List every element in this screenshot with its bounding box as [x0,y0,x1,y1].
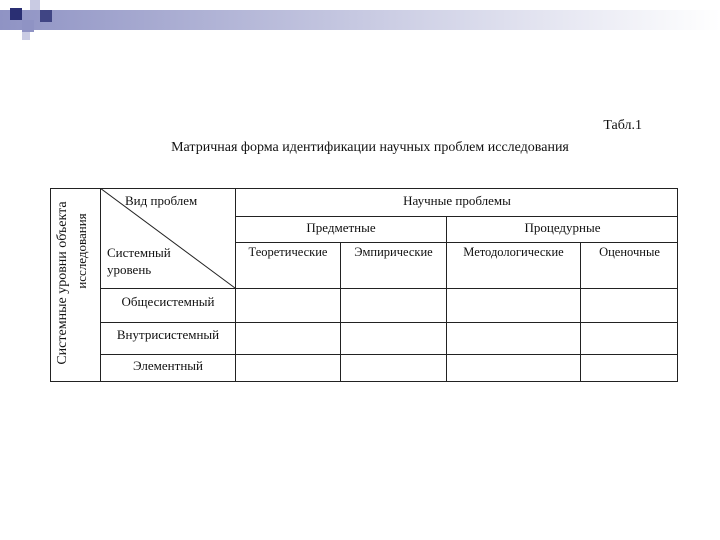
header-main: Научные проблемы [403,193,511,208]
column-header: Теоретические [248,245,328,259]
row-label: Элементный [133,358,203,373]
side-label-outer: Системные уровни объекта [55,201,70,365]
corner-top-label: Вид проблем [125,193,198,208]
side-label-inner: исследования [74,213,89,289]
row-label: Внутрисистемный [116,327,220,342]
group-subject: Предметные [306,220,376,235]
column-header: Оценочные [599,245,660,259]
column-header: Эмпирические [354,245,433,259]
slide-header-decoration [0,0,720,40]
matrix-table [50,188,678,382]
corner-bottom-label-1: Системный [107,245,171,260]
corner-bottom-label-2: уровень [107,262,152,277]
row-label: Общесистемный [121,294,215,309]
table-caption: Табл.1 [603,118,642,133]
column-header: Методологические [463,245,564,259]
group-procedural: Процедурные [524,220,601,235]
header-squares-graphic [0,0,720,40]
table-title: Матричная форма идентификации научных проблем исследования [171,140,569,155]
